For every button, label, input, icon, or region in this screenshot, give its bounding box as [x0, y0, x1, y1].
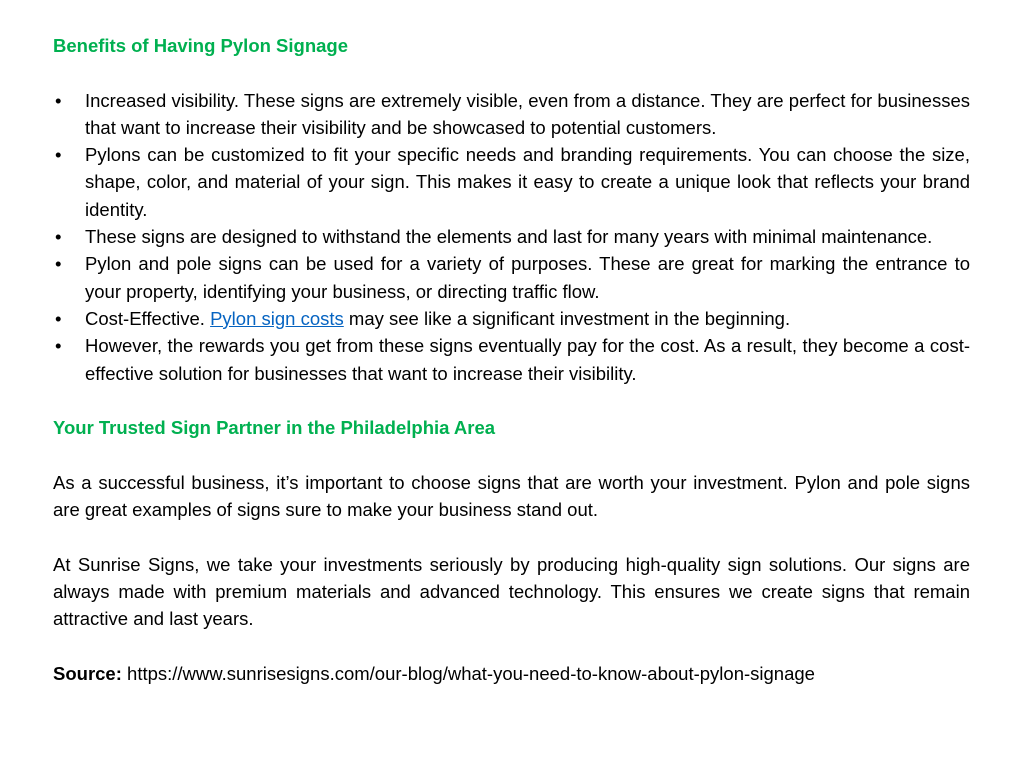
list-item-text: However, the rewards you get from these signs eventually pay for the cost. As a result, they become a cost-effective solution for businesses that want to increase their visibility.: [85, 335, 970, 384]
bullet-icon: •: [55, 307, 62, 329]
source-line: [53, 660, 970, 687]
list-item-text-before-link: Cost-Effective.: [85, 307, 211, 329]
source-url: https://www.sunrisesigns.com/our-blog/what-you-need-to-know-about-pylon-signage: [127, 662, 815, 684]
list-item: [53, 141, 970, 223]
bullet-icon: •: [55, 144, 62, 166]
list-item: [53, 223, 970, 250]
list-item-text: Increased visibility. These signs are extremely visible, even from a distance. They are perfect for businesses that want to increase their visibility and be showcased to potential customers.: [85, 89, 970, 138]
list-item: [53, 250, 970, 305]
paragraph-sunrise-signs: At Sunrise Signs, we take your investments seriously by producing high-quality sign solutions. Our signs are always made with premium materials and advanced technology. This ensures we create signs that remain attractive and last years.: [53, 553, 970, 630]
list-item: [53, 332, 970, 387]
benefits-list: [53, 87, 970, 387]
bullet-icon: •: [55, 226, 62, 248]
list-item-text: These signs are designed to withstand the elements and last for many years with minimal maintenance.: [85, 226, 933, 248]
pylon-sign-costs-link[interactable]: Pylon sign costs: [210, 307, 344, 329]
bullet-icon: •: [55, 335, 62, 357]
list-item: [53, 305, 970, 332]
document-page: [53, 32, 970, 687]
spacer: [53, 523, 970, 550]
spacer: [53, 387, 970, 414]
spacer: [53, 59, 970, 86]
list-item-text-after-link: may see like a significant investment in the beginning.: [343, 307, 791, 329]
paragraph-investment: As a successful business, it’s important to choose signs that are worth your investment. Pylon and pole signs are great examples of signs sure to make your business stand out.: [53, 471, 970, 521]
partner-heading: Your Trusted Sign Partner in the Philadelphia Area: [53, 417, 496, 439]
list-item: [53, 87, 970, 142]
source-label: Source:: [53, 662, 122, 684]
spacer: [53, 633, 970, 660]
list-item-text: Pylons can be customized to fit your specific needs and branding requirements. You can choose the size, shape, color, and material of your sign. This makes it easy to create a unique look that reflects your brand identity.: [85, 144, 970, 220]
bullet-icon: •: [55, 253, 62, 275]
spacer: [53, 441, 970, 468]
bullet-icon: •: [55, 89, 62, 111]
benefits-heading: Benefits of Having Pylon Signage: [53, 35, 349, 56]
list-item-text: Pylon and pole signs can be used for a variety of purposes. These are great for marking the entrance to your property, identifying your business, or directing traffic flow.: [85, 253, 970, 302]
